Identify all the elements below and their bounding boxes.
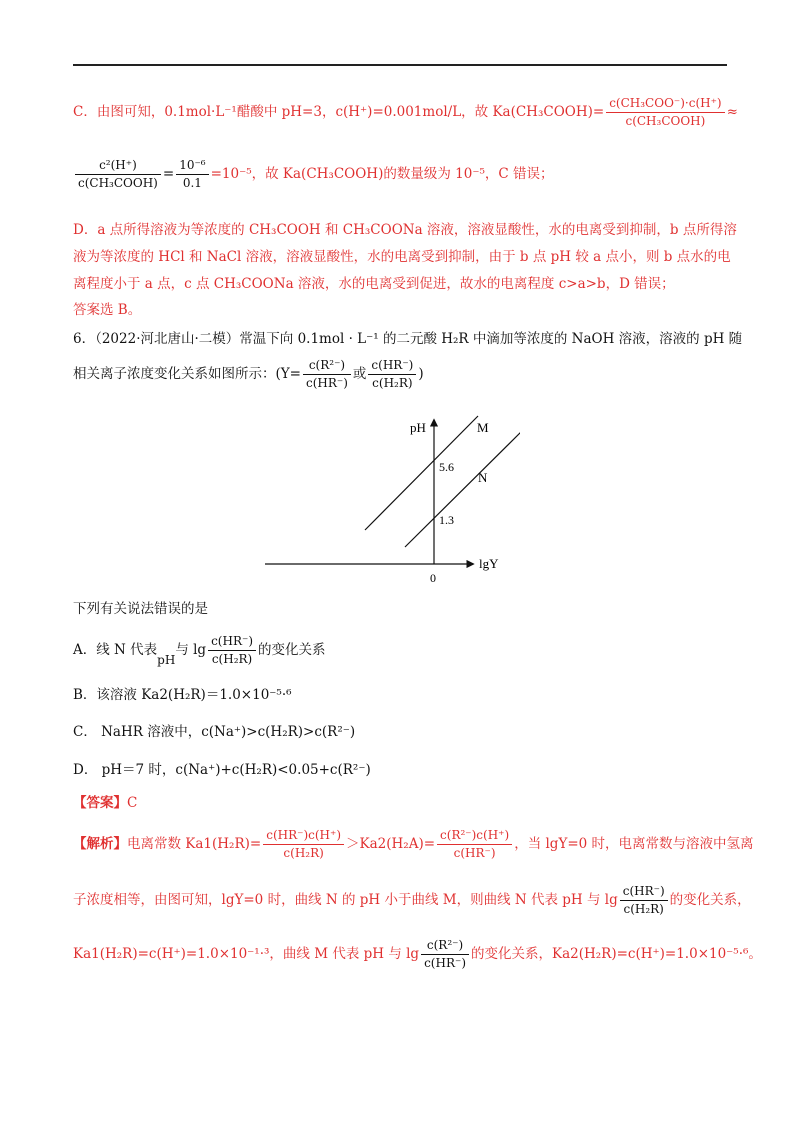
line-n bbox=[405, 428, 520, 547]
header-rule bbox=[73, 64, 727, 66]
option-b: B．该溶液 Ka2(H₂R)＝1.0×10⁻⁵·⁶ bbox=[73, 687, 292, 703]
analysis-d-line3: 离程度小于 a 点，c 点 CH₃COONa 溶液，水的电离受到促进，故水的电离程度 c>a>b，D 错误； bbox=[73, 276, 675, 292]
analysis-d-line2: 液为等浓度的 HCl 和 NaCl 溶液，溶液显酸性，水的电离受到抑制，由于 b 点 pH 较 a 点小，则 b 点水的电 bbox=[73, 249, 731, 265]
ph-lgy-graph bbox=[260, 410, 520, 590]
option-a: A．线 N 代表pH与 lg $\frac{c(HR^-)}{\text{c(H₂R)}}$ 的变化关系 bbox=[73, 634, 326, 667]
question6-prompt: 下列有关说法错误的是 bbox=[73, 601, 208, 617]
analysis-d-line1: D．a 点所得溶液为等浓度的 CH₃COOH 和 CH₃COONa 溶液，溶液显酸性，水的电离受到抑制，b 点所得溶 bbox=[73, 222, 737, 238]
option-a-fraction: $\frac{c(HR^-)}{\text{c(H₂R)}}$ bbox=[208, 634, 256, 667]
option-d: D． pH＝7 时，c(Na⁺)+c(H₂R)<0.05+c(R²⁻) bbox=[73, 762, 371, 778]
power-fraction: $\frac{\text{10⁻⁶}}{0.1}$ bbox=[176, 158, 208, 191]
hr-h2r-fraction: $\frac{c(HR^-)}{\text{c(H₂R)}}$ bbox=[620, 884, 668, 917]
explanation-line3: Ka1(H₂R)=c(H⁺)=1.0×10⁻¹·³，曲线 M 代表 pH 与 lg $\frac{\text{c(R²⁻)}}{c(HR^-)}$ 的变化关系，Ka2(H₂R)=c(H⁺)=1.0×10⁻⁵·⁶。 bbox=[73, 938, 762, 970]
ka2-fraction: $\frac{\text{c(R²⁻)c(H⁺)}}{c(HR^-)}$ bbox=[437, 828, 512, 861]
analysis-c-text: C．由图可知，0.1mol·L⁻¹醋酸中 pH=3，c(H⁺)=0.001mol/L，故 Ka(CH₃COOH)= bbox=[73, 104, 605, 120]
y-fraction-2: $\frac{c(HR^-)}{\text{c(H₂R)}}$ bbox=[368, 358, 416, 391]
r-hr-fraction: $\frac{\text{c(R²⁻)}}{c(HR^-)}$ bbox=[421, 938, 469, 971]
line-m-label: M bbox=[477, 420, 489, 435]
line-n-label: N bbox=[478, 470, 488, 485]
ka1-fraction: $\frac{c(HR^-)c(H^+)}{\text{c(H₂R)}}$ bbox=[263, 828, 344, 861]
tick-lower-label: 1.3 bbox=[439, 513, 454, 527]
explanation-label: 【解析】 bbox=[73, 836, 127, 852]
x-axis-label: lgY bbox=[479, 556, 499, 571]
question6-stem-line1: 6．（2022·河北唐山·二模）常温下向 0.1mol · L⁻¹ 的二元酸 H₂R 中滴加等浓度的 NaOH 溶液，溶液的 pH 随 bbox=[73, 331, 743, 347]
explanation-line1: 【解析】电离常数 Ka1(H₂R)= $\frac{c(HR^-)c(H^+)}{\text{c(H₂R)}}$ ＞Ka2(H₂A)= $\frac{\text{c(R²⁻)c(H⁺)}}{c(HR^-)}$ ，当 lgY=0 时，电离常数与溶液中氢离 bbox=[73, 828, 754, 860]
answer-label: 【答案】 bbox=[73, 795, 127, 811]
origin-label: 0 bbox=[430, 571, 436, 585]
c2h-fraction: $\frac{\text{c²(H⁺)}}{\text{c(CH₃COOH)}}$ bbox=[75, 158, 161, 191]
analysis-c-line2: $\frac{\text{c²(H⁺)}}{\text{c(CH₃COOH)}}$ = $\frac{\text{10⁻⁶}}{0.1}$ =10⁻⁵，故 Ka(CH₃COOH)的数量级为 10⁻⁵，C 错误； bbox=[73, 158, 553, 191]
y-axis-label: pH bbox=[410, 420, 426, 435]
answer-line bbox=[73, 791, 137, 811]
question6-stem-line2: 相关离子浓度变化关系如图所示：(Y= $\frac{\text{c(R²⁻)}}{c(HR^-)}$ 或 $\frac{c(HR^-)}{\text{c(H₂R)}}$ ) bbox=[73, 358, 424, 390]
explanation-line2: 子浓度相等，由图可知，lgY=0 时，曲线 N 的 pH 小于曲线 M，则曲线 N 代表 pH 与 lg $\frac{c(HR^-)}{\text{c(H₂R)}}$ 的变化关系， bbox=[73, 884, 751, 916]
tick-upper-label: 5.6 bbox=[439, 460, 454, 474]
option-c: C． NaHR 溶液中，c(Na⁺)>c(H₂R)>c(R²⁻) bbox=[73, 724, 356, 740]
answer-value: C bbox=[127, 795, 138, 811]
ka-fraction: $\frac{\text{c(CH₃COO⁻)·c(H⁺)}}{\text{c(CH₃COOH)}}$ bbox=[606, 96, 724, 129]
analysis-d-line4: 答案选 B。 bbox=[73, 302, 142, 318]
y-fraction-1: $\frac{\text{c(R²⁻)}}{c(HR^-)}$ bbox=[303, 358, 351, 391]
analysis-c-line1: C．由图可知，0.1mol·L⁻¹醋酸中 pH=3，c(H⁺)=0.001mol/L，故 Ka(CH₃COOH)= $\frac{\text{c(CH₃COO⁻)·c(H⁺)}}{\text{c(CH₃COOH)}}$ ≈ bbox=[73, 96, 738, 128]
